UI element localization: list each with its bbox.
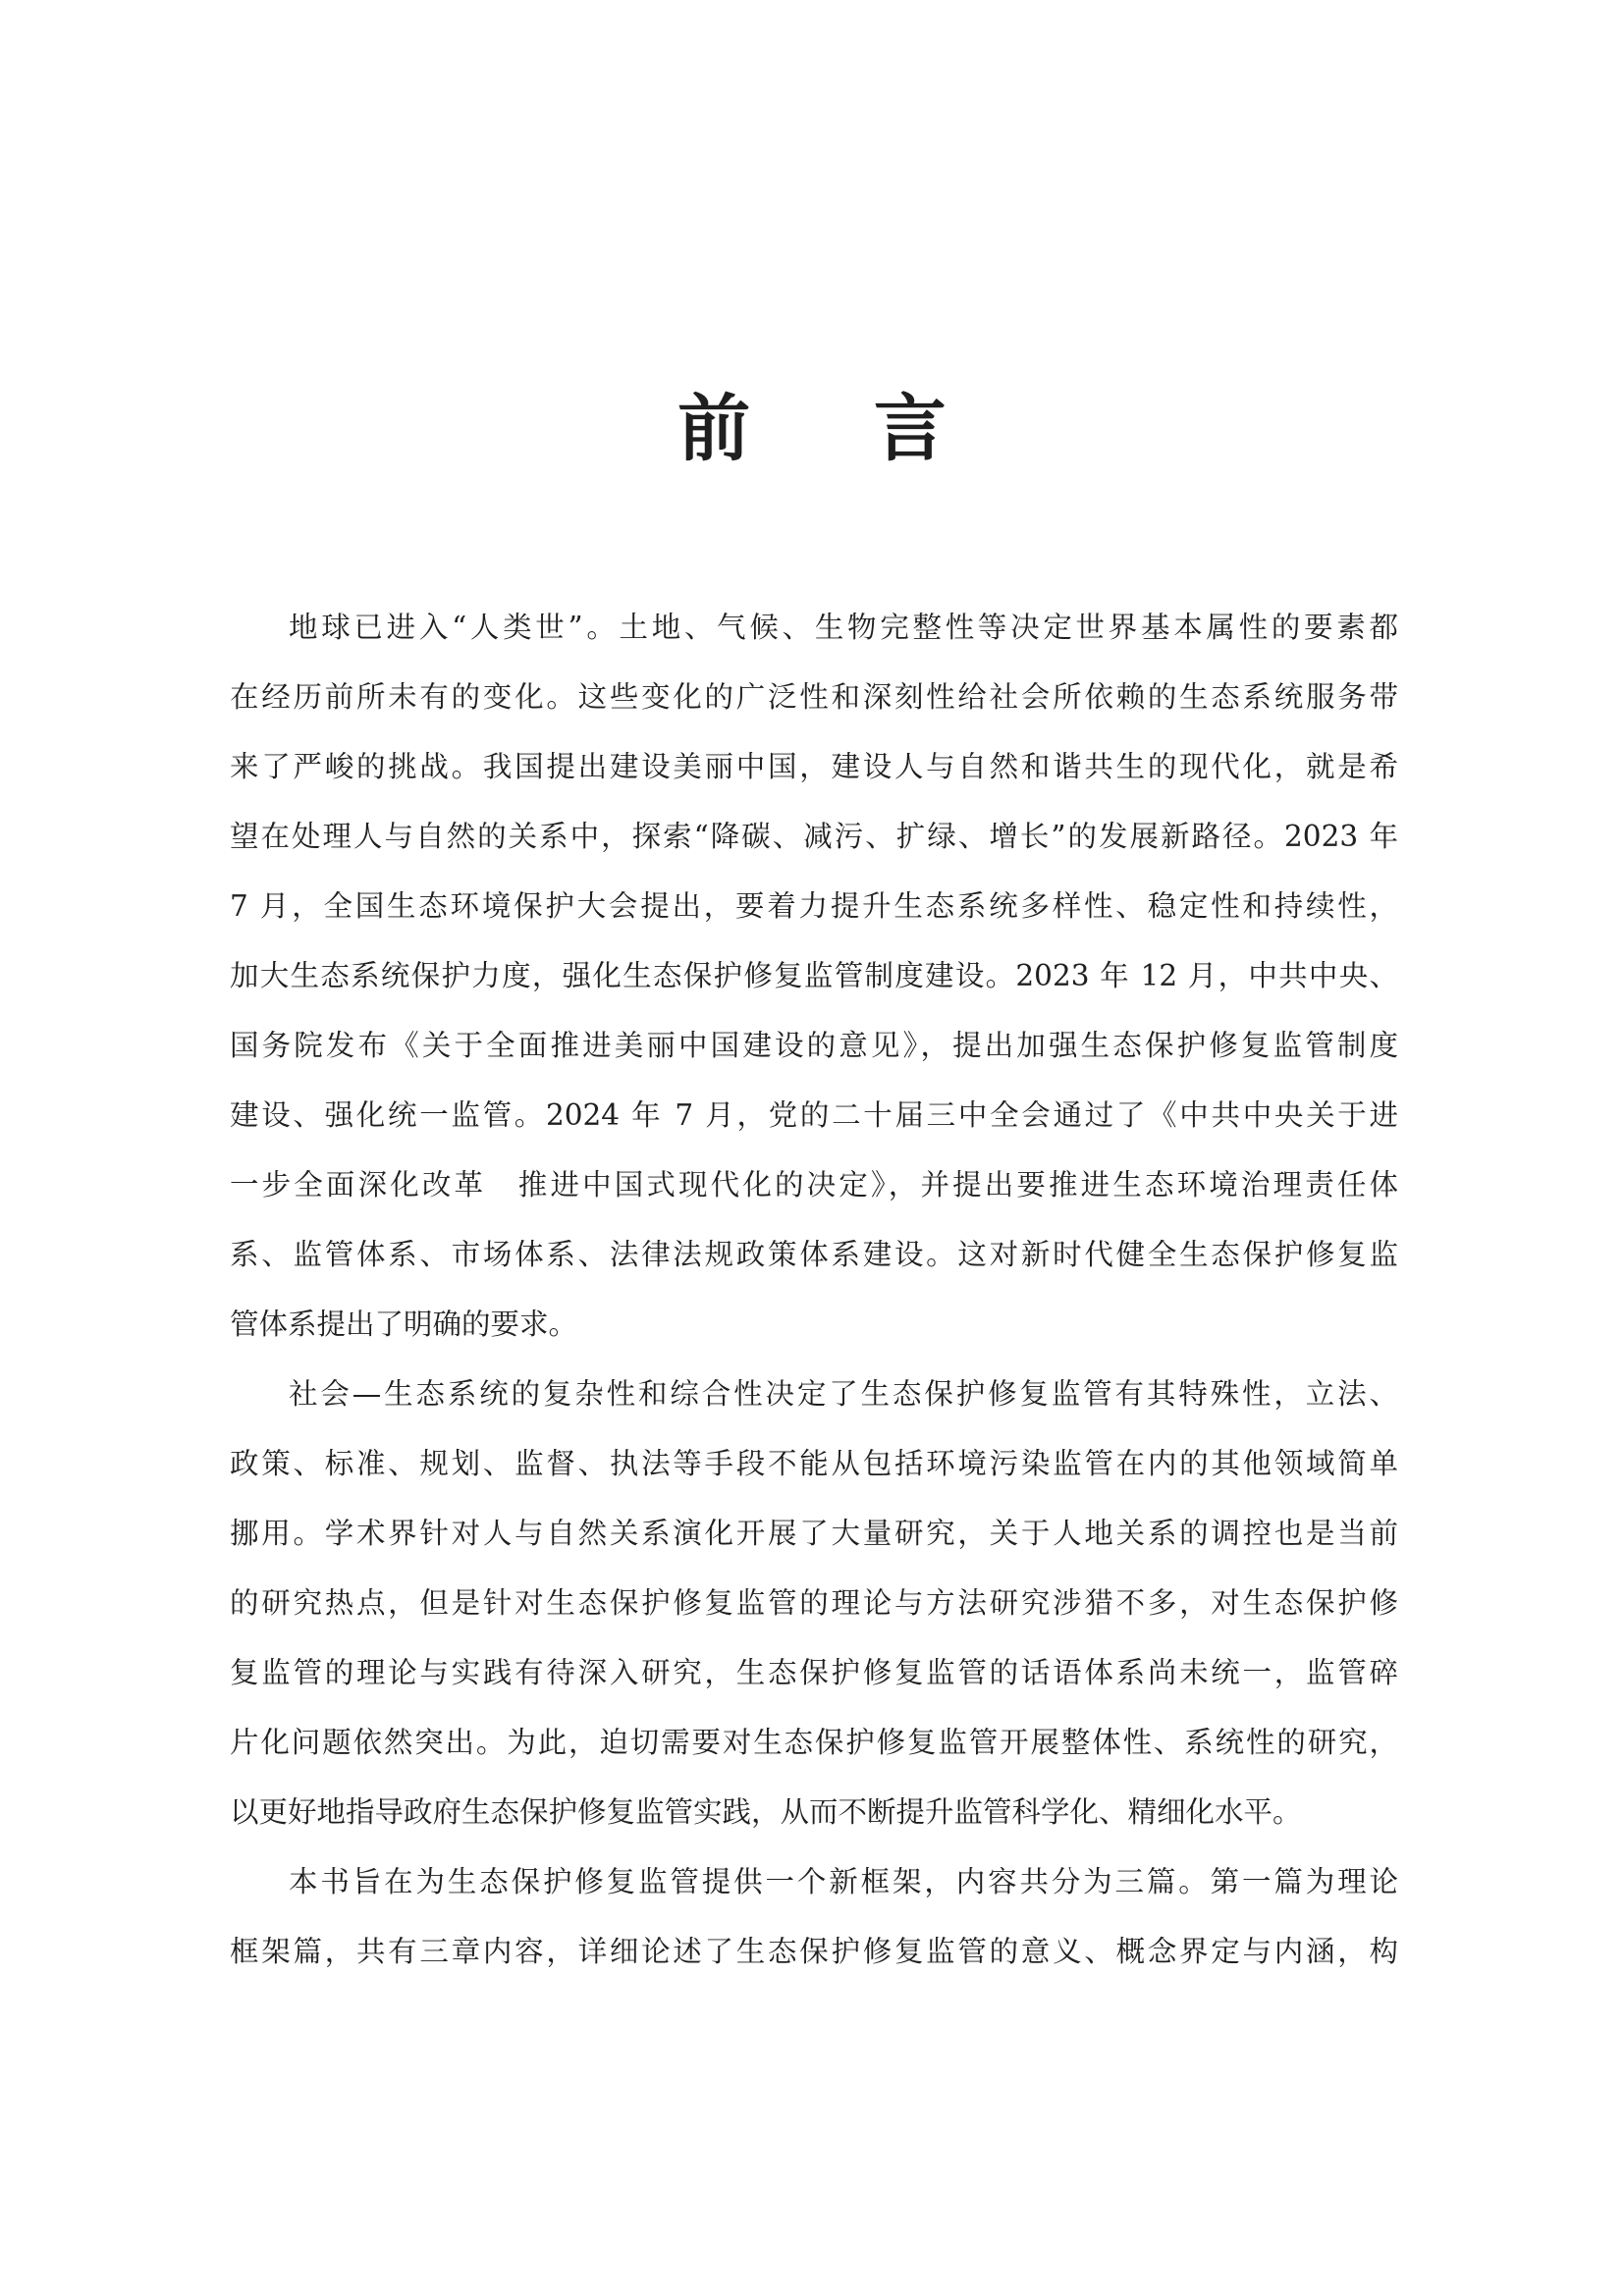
paragraph-1-line-6: 加大生态系统保护力度，强化生态保护修复监管制度建设。2023 年 12 月，中共中央、 <box>230 959 1398 992</box>
paragraph-1-line-10: 系、监管体系、市场体系、法律法规政策体系建设。这对新时代健全生态保护修复监 <box>230 1238 1398 1271</box>
page-title: 前 言 <box>677 387 996 471</box>
paragraph-1-line-1: 地球已进入“人类世”。土地、气候、生物完整性等决定世界基本属性的要素都 <box>289 611 1398 644</box>
paragraph-1-line-8: 建设、强化统一监管。2024 年 7 月，党的二十届三中全会通过了《中共中央关于进 <box>230 1098 1398 1132</box>
paragraph-3-line-1: 本书旨在为生态保护修复监管提供一个新框架，内容共分为三篇。第一篇为理论 <box>289 1865 1398 1898</box>
paragraph-2-line-4: 的研究热点，但是针对生态保护修复监管的理论与方法研究涉猎不多，对生态保护修 <box>230 1586 1398 1620</box>
paragraph-2-line-1: 社会—生态系统的复杂性和综合性决定了生态保护修复监管有其特殊性，立法、 <box>289 1377 1398 1411</box>
paragraph-2-line-2: 政策、标准、规划、监督、执法等手段不能从包括环境污染监管在内的其他领域简单 <box>230 1447 1398 1480</box>
paragraph-1-line-4: 望在处理人与自然的关系中，探索“降碳、减污、扩绿、增长”的发展新路径。2023 年 <box>230 820 1398 853</box>
paragraph-1-line-11: 管体系提出了明确的要求。 <box>230 1308 578 1341</box>
paragraph-2-line-6: 片化问题依然突出。为此，迫切需要对生态保护修复监管开展整体性、系统性的研究， <box>230 1726 1398 1759</box>
paragraph-2-line-5: 复监管的理论与实践有待深入研究，生态保护修复监管的话语体系尚未统一，监管碎 <box>230 1656 1398 1689</box>
paragraph-1-line-9: 一步全面深化改革 推进中国式现代化的决定》，并提出要推进生态环境治理责任体 <box>230 1168 1398 1201</box>
paragraph-1-line-5: 7 月，全国生态环境保护大会提出，要着力提升生态系统多样性、稳定性和持续性， <box>230 889 1398 923</box>
paragraph-1-line-7: 国务院发布《关于全面推进美丽中国建设的意见》，提出加强生态保护修复监管制度 <box>230 1029 1398 1062</box>
paragraph-1-line-3: 来了严峻的挑战。我国提出建设美丽中国，建设人与自然和谐共生的现代化，就是希 <box>230 750 1398 783</box>
paragraph-3-line-2: 框架篇，共有三章内容，详细论述了生态保护修复监管的意义、概念界定与内涵，构 <box>230 1935 1398 1968</box>
paragraph-1-line-2: 在经历前所未有的变化。这些变化的广泛性和深刻性给社会所依赖的生态系统服务带 <box>230 680 1398 714</box>
paragraph-2-line-7: 以更好地指导政府生态保护修复监管实践，从而不断提升监管科学化、精细化水平。 <box>230 1795 1302 1829</box>
paragraph-2-line-3: 挪用。学术界针对人与自然关系演化开展了大量研究，关于人地关系的调控也是当前 <box>230 1517 1398 1550</box>
